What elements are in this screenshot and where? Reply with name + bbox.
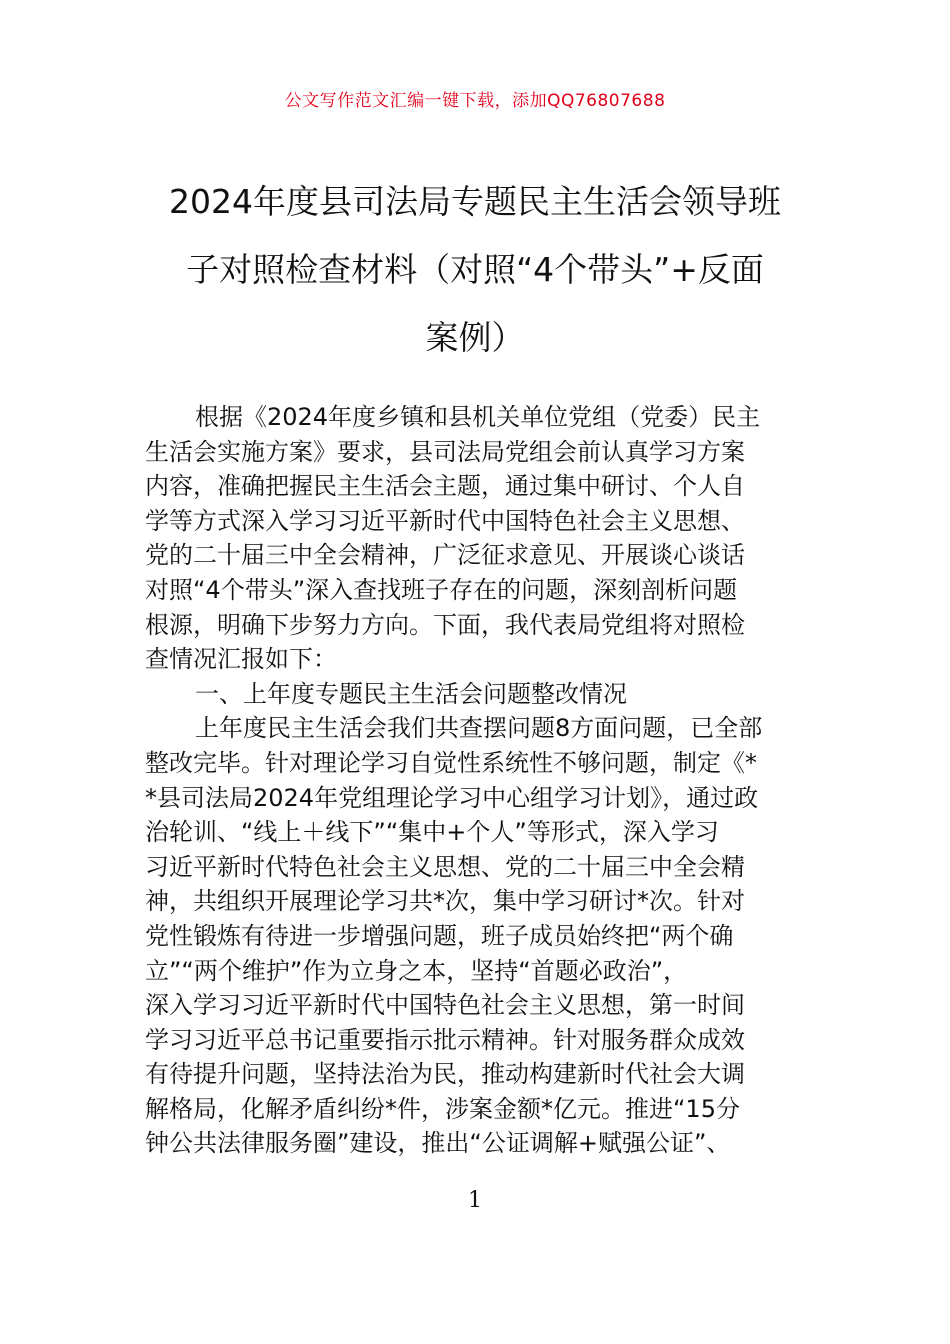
body-line: 整改完毕。针对理论学习自觉性系统性不够问题，制定《* <box>145 748 757 777</box>
body-line: 立”“两个维护”作为立身之本，坚持“首题必政治”， <box>145 956 688 985</box>
body-line: 习近平新时代特色社会主义思想、党的二十届三中全会精 <box>145 852 745 881</box>
body-line: 深入学习习近平新时代中国特色社会主义思想，第一时间 <box>145 991 745 1020</box>
document-body <box>145 400 809 1161</box>
body-line: *县司法局2024年党组理论学习中心组学习计划》，通过政 <box>145 783 759 812</box>
body-line: 党的二十届三中全会精神，广泛征求意见、开展谈心谈话 <box>145 541 745 570</box>
title-line: 2024年度县司法局专题民主生活会领导班 <box>169 182 781 221</box>
body-line: 神，共组织开展理论学习共*次，集中学习研讨*次。针对 <box>145 887 745 916</box>
body-line: 上年度民主生活会我们共查摆问题8方面问题，已全部 <box>195 714 763 743</box>
body-line: 钟公共法律服务圈”建设，推出“公证调解+赋强公证”、 <box>145 1129 731 1158</box>
body-line: 查情况汇报如下： <box>145 645 337 674</box>
body-line: 学等方式深入学习习近平新时代中国特色社会主义思想、 <box>145 506 745 535</box>
document-title <box>140 168 810 372</box>
body-line: 根据《2024年度乡镇和县机关单位党组（党委）民主 <box>195 403 761 431</box>
section-heading: 一、上年度专题民主生活会问题整改情况 <box>195 679 627 708</box>
body-line: 解格局，化解矛盾纠纷*件，涉案金额*亿元。推进“15分 <box>145 1094 740 1123</box>
body-line: 学习习近平总书记重要指示批示精神。针对服务群众成效 <box>145 1025 745 1054</box>
body-line: 生活会实施方案》要求，县司法局党组会前认真学习方案 <box>145 437 745 466</box>
title-line: 子对照检查材料（对照“4个带头”+反面 <box>186 250 764 289</box>
page-number: 1 <box>468 1188 482 1213</box>
body-line: 内容，准确把握民主生活会主题，通过集中研讨、个人自 <box>145 472 745 501</box>
body-line: 根源，明确下步努力方向。下面，我代表局党组将对照检 <box>145 610 745 639</box>
body-line: 党性锻炼有待进一步增强问题，班子成员始终把“两个确 <box>145 921 734 950</box>
header-download-notice: 公文写作范文汇编一键下载，添加QQ76807688 <box>284 91 666 111</box>
body-line: 对照“4个带头”深入查找班子存在的问题，深刻剖析问题 <box>145 575 738 604</box>
body-line: 有待提升问题，坚持法治为民，推动构建新时代社会大调 <box>145 1060 745 1089</box>
body-line: 治轮训、“线上＋线下”“集中+个人”等形式，深入学习 <box>145 818 719 847</box>
title-line: 案例） <box>425 318 525 357</box>
